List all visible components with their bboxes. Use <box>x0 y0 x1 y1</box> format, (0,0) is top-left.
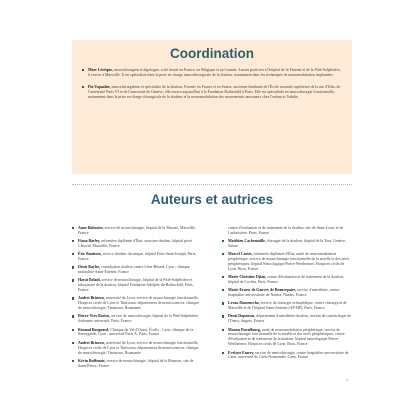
person-name: Manon Duraffourg, <box>228 327 261 332</box>
coordination-title: Coordination <box>170 46 254 61</box>
authors-column-left <box>72 226 202 372</box>
person-name: Andrei Brinzeu, <box>78 296 105 301</box>
bullet-marker <box>82 69 84 71</box>
coordination-list <box>82 68 342 100</box>
bullet-marker <box>72 240 74 242</box>
author-entry <box>72 252 202 262</box>
author-entry <box>72 278 202 293</box>
author-entry <box>222 275 352 285</box>
person-description: chirurgie de la douleur, hôpital de la Tour, Genève, Suisse <box>228 239 346 249</box>
person-name: Levan Domenecho, <box>228 301 260 306</box>
authors-column-right <box>222 226 352 364</box>
person-name: Renaud Bougeard, <box>78 327 110 332</box>
author-entry <box>72 296 202 311</box>
author-entry <box>222 351 352 361</box>
author-entry <box>222 328 352 348</box>
person-description: infirmière diplômée d'État, unité de neuromodulation périphérique, service de neurochirurgie fonctionnelle de la moelle et des nerfs périphériques, hôpital Neurologique Pierre-Wertheimer, Hospices civils de Lyon, Bron, France <box>228 252 350 271</box>
person-name: Marcel Cartet, <box>228 252 253 257</box>
person-name: Denis Bayles, <box>78 265 101 270</box>
section-divider <box>72 184 352 185</box>
person-description: centre d'évaluation et de traitement de la douleur, site de Saint-Louis et de Lariboisière, Paris, France <box>228 226 344 235</box>
author-entry <box>222 226 352 236</box>
person-description: unité de neuromodulation périphérique, service de neurochirurgie fonctionnelle de la moelle et des nerfs périphériques, centre d'évaluation et de traitement de la douleur, hôpital neurologique Pierre-Wertheimer, Hospices civils de Lyon, Bron, France <box>228 327 345 347</box>
bullet-marker <box>72 360 74 362</box>
coordination-entry <box>82 68 342 78</box>
bullet-marker <box>72 342 74 344</box>
bullet-marker <box>72 266 74 268</box>
bullet-marker <box>222 329 224 331</box>
coordination-box <box>72 40 352 174</box>
bullet-marker <box>222 289 224 291</box>
person-description: université de Lyon, service de neurochirurgie fonctionnelle, Hospices civils de Lyon et Timisoara, département de neurosciences, clinique de neurochirurgie, Timisoara, Roumanie <box>78 340 199 355</box>
author-entry <box>72 265 202 275</box>
authors-title: Auteurs et autrices <box>150 192 274 207</box>
person-name: Marie-Ernest de Ganvry de Beaurepaire, <box>228 288 297 293</box>
author-entry <box>72 239 202 249</box>
bullet-marker <box>222 302 224 304</box>
bullet-marker <box>72 253 74 255</box>
person-description: service d'anesthésie, centre hospitalier universitaire de Nantes, Nantes, France <box>228 288 340 298</box>
person-name: Andrei Brinzeu, <box>78 340 105 345</box>
person-name: Hayat Belaïd, <box>78 278 101 283</box>
person-description: Clinique du Val d'Ouest, Écully ; Lyon, clinique de la Sauvegarde, Lyon ; université Paris X, Paris, France <box>78 327 194 337</box>
person-description: service de neurochirurgie, centre hospitalier universitaire de Caen, université de Caen-Normandie, Caen, France <box>228 350 349 360</box>
author-entry <box>72 341 202 356</box>
person-description: service de neurochirurgie, hôpital de la Timone, Marseille, France <box>78 226 196 235</box>
author-entry <box>222 288 352 298</box>
person-description: service de chirurgie orthopédique, centre chirurgical de Marseille et de l'hôpital Saint-Antoine (AP-HP), Paris, France <box>228 301 347 311</box>
author-entry <box>222 252 352 272</box>
person-name: Evelyne Emery, <box>228 350 255 355</box>
person-description: université de Lyon, service de neurochirurgie fonctionnelle, Hospices civils de Lyon et Timisoara, département de neurosciences, clinique de neurochirurgie, Timisoara, Roumanie <box>78 296 199 311</box>
person-description: infirmière diplômée d'État, structure douleur, hôpital privé Clairval, Marseille, France <box>78 239 193 249</box>
author-entry <box>72 314 202 324</box>
person-name: Pierre-Yves Borius, <box>78 314 111 319</box>
bullet-marker <box>72 329 74 331</box>
bullet-marker <box>72 315 74 317</box>
bullet-marker <box>222 352 224 354</box>
bullet-marker <box>72 279 74 281</box>
person-description: département d'anesthésie-douleur, institut de cancérologie de l'Ouest, Angers, France <box>228 314 351 324</box>
person-description: neurochirurgienne et spécialiste de la douleur. Formée en France et en Suisse, ancienne étudiante de l'École normale supérieure de la rue d'Ulm, de l'université Paris VI et de l'université de Genève, elle exerce aujourd'hui à la Fondation Rothschild à Paris. Elle est spécialisée en neurochirurgie fonctionnelle, notamment dans la prise en charge chirurgicale de la douleur et la neuromodulation des mouvements anormaux chez l'enfant et l'adulte. <box>88 85 341 99</box>
person-name: Marc Lévêque, <box>88 68 113 72</box>
author-entry <box>222 314 352 324</box>
bullet-marker <box>222 315 224 317</box>
author-entry <box>222 239 352 249</box>
person-description: neurochirurgien et algologue, a été formé en France, en Belgique et au Canada. Ancien praticien à l'hôpital de la Timone et de la Pitié-Salpêtrière, il exerce à Marseille. Il est spécialiste dans la prise en charge neurochirurgicale de la douleur, notamment dans les techniques de neuromodulation implantées. <box>88 68 341 77</box>
author-entry <box>72 226 202 236</box>
page-number: 7 <box>346 378 349 383</box>
person-description: consultation douleur centre Léon-Bérard, Lyon ; clinique mutualiste Saint-Étienne, France <box>78 265 190 275</box>
person-name: Éric Bauttont, <box>78 252 102 257</box>
person-name: Anne Balossier, <box>78 226 104 230</box>
bullet-marker <box>72 227 74 229</box>
person-name: Fiona Barley, <box>78 239 101 244</box>
author-entry <box>222 301 352 311</box>
person-name: Marie-Christine Djian, <box>228 275 267 280</box>
coordination-entry <box>82 85 342 100</box>
person-name: Pia Vapaalne, <box>88 85 111 89</box>
author-entry <box>72 328 202 338</box>
person-description: service de neurochirurgie, hôpital de la Pitié-Salpêtrière et laboratoire de la douleur, hôpital Fondation Adolphe-de-Rothschild, Paris, France <box>78 278 194 293</box>
bullet-marker <box>222 276 224 278</box>
person-description: service de neurochirurgie, hôpital de la Pitié-Salpêtrière, Sorbonne université, Paris, France <box>78 314 199 324</box>
bullet-marker <box>222 253 224 255</box>
person-description: centre d'évaluation et de traitement de la douleur, hôpital de Cochin, Paris, France <box>228 275 344 285</box>
bullet-marker <box>222 240 224 242</box>
person-description: service de neurochirurgie, hôpital de la Réunion, site de Saint-Pierre, France <box>78 358 194 368</box>
bullet-marker <box>72 297 74 299</box>
person-name: Matthieu Cachemaille, <box>228 239 266 244</box>
person-name: Kévin Buffenoir, <box>78 358 106 363</box>
bullet-marker <box>82 86 84 88</box>
person-description: service douleur chronique, hôpital Paris Saint-Joseph, Paris, France <box>78 252 197 262</box>
person-name: Denis Dupoiron, <box>228 314 256 319</box>
author-entry <box>72 359 202 369</box>
